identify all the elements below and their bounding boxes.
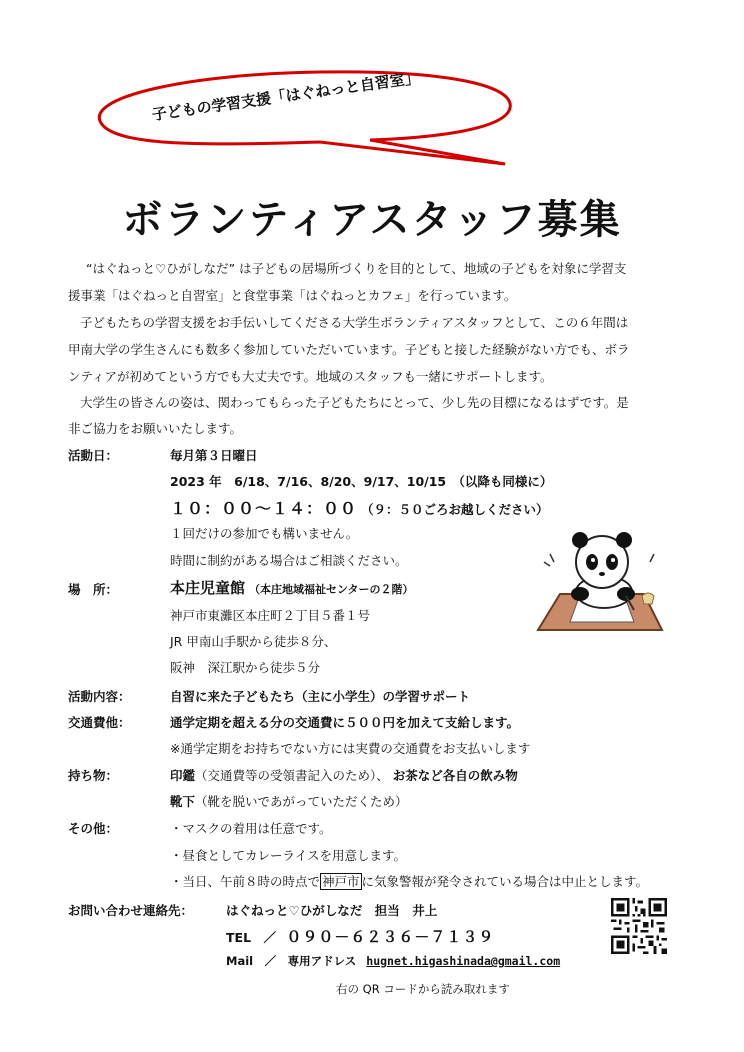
other-note-3-pre: ・当日、午前８時の時点で (170, 874, 321, 889)
activity-day-value: 毎月第３日曜日 (170, 448, 258, 463)
intro-line-5: ンティアが初めてという方でも大丈夫です。地域のスタッフも一緒にサポートします。 (68, 369, 553, 384)
contact-mail-row (226, 953, 560, 969)
content-value: 自習に来た子どもたち（主に小学生）の学習サポート (170, 689, 471, 704)
email-link[interactable]: hugnet.higashinada@gmail.com (366, 954, 561, 968)
bubble-text: 子どもの学習支援「はぐねっと自習室」 (150, 68, 421, 124)
place-name-note: （本庄地域福祉センターの２階） (249, 583, 414, 596)
transport-note: ※通学定期をお持ちでない方には実費の交通費をお支払いします (170, 741, 531, 756)
contact-label: お問い合わせ連絡先： (68, 903, 194, 918)
other-note-1: ・マスクの着用は任意です。 (170, 821, 332, 836)
item-socks-note: （靴を脱いであがっていただくため） (195, 794, 408, 809)
place-address: 神戸市東灘区本庄町２丁目５番１号 (170, 608, 371, 623)
place-label: 場 所： (68, 582, 119, 597)
activity-note-2: 時間に制約がある場合はご相談ください。 (170, 553, 408, 568)
item-stamp-note: （交通費等の受領書記入のため）、 (195, 768, 389, 783)
items-row-1 (170, 766, 518, 784)
panda-illustration (530, 530, 670, 640)
items-label: 持ち物： (68, 768, 119, 783)
contact-org: はぐねっと♡ひがしなだ 担当 井上 (226, 903, 438, 918)
activity-time: １０：００～１４：００ (170, 499, 358, 518)
qr-note: 右の QR コードから読み取れます (336, 982, 510, 996)
tel-label: TEL ／ (226, 930, 277, 945)
other-note-3 (170, 872, 648, 890)
other-note-3-box: 神戸市 (322, 874, 360, 889)
transport-value: 通学定期を超える分の交通費に５００円を加えて支給します。 (170, 715, 520, 730)
intro-line-6: 大学生の皆さんの姿は、関わってもらった子どもたちにとって、少し先の目標になるはずです。是 (80, 395, 629, 410)
mail-label: Mail ／ 専用アドレス (226, 954, 357, 968)
intro-line-3: 子どもたちの学習支援をお手伝いしてくださる大学生ボランティアスタッフとして、この６年間は (80, 315, 629, 330)
place-access-1: JR 甲南山手駅から徒歩８分、 (170, 634, 337, 649)
qr-code[interactable] (611, 898, 667, 954)
intro-line-4: 甲南大学の学生さんにも数多く参加していただいています。子どもと接した経験がない方でも、ボラ (68, 342, 630, 357)
content-label: 活動内容： (68, 689, 131, 704)
item-drink: お茶など各自の飲み物 (392, 768, 518, 783)
page-title: ボランティアスタッフ募集 (122, 197, 622, 243)
activity-note-1: １回だけの参加でも構いません。 (170, 526, 359, 541)
activity-day-label: 活動日： (68, 448, 119, 463)
item-socks: 靴下 (170, 794, 196, 809)
other-label: その他： (68, 821, 119, 836)
place-name: 本庄児童館 (170, 579, 246, 597)
intro-line-2: 援事業「はぐねっと自習室」と食堂事業「はぐねっとカフェ」を行っています。 (68, 288, 517, 303)
tel-number: ０９０－６２３６－７１３９ (286, 928, 495, 946)
intro-line-7: 非ご協力をお願いいたします。 (68, 421, 243, 436)
activity-dates: 2023 年 6/18、7/16、8/20、9/17、10/15 （以降も同様に） (170, 474, 553, 489)
place-access-2: 阪神 深江駅から徒歩５分 (170, 660, 321, 675)
transport-label: 交通費他： (68, 715, 131, 730)
items-row-2 (170, 792, 408, 810)
intro-line-1: “はぐねっと♡ひがしなだ” は子どもの居場所づくりを目的として、地域の子どもを対象に学習支 (86, 261, 627, 276)
other-note-2: ・昼食としてカレーライスを用意します。 (170, 848, 407, 863)
item-stamp: 印鑑 (170, 768, 196, 783)
contact-tel-row (226, 926, 494, 947)
activity-time-note: （９：５０ごろお越しください） (361, 502, 549, 517)
place-name-row (170, 577, 414, 598)
other-note-3-post: に気象警報が発令されている場合は中止とします。 (361, 874, 649, 889)
activity-time-row (170, 496, 549, 519)
